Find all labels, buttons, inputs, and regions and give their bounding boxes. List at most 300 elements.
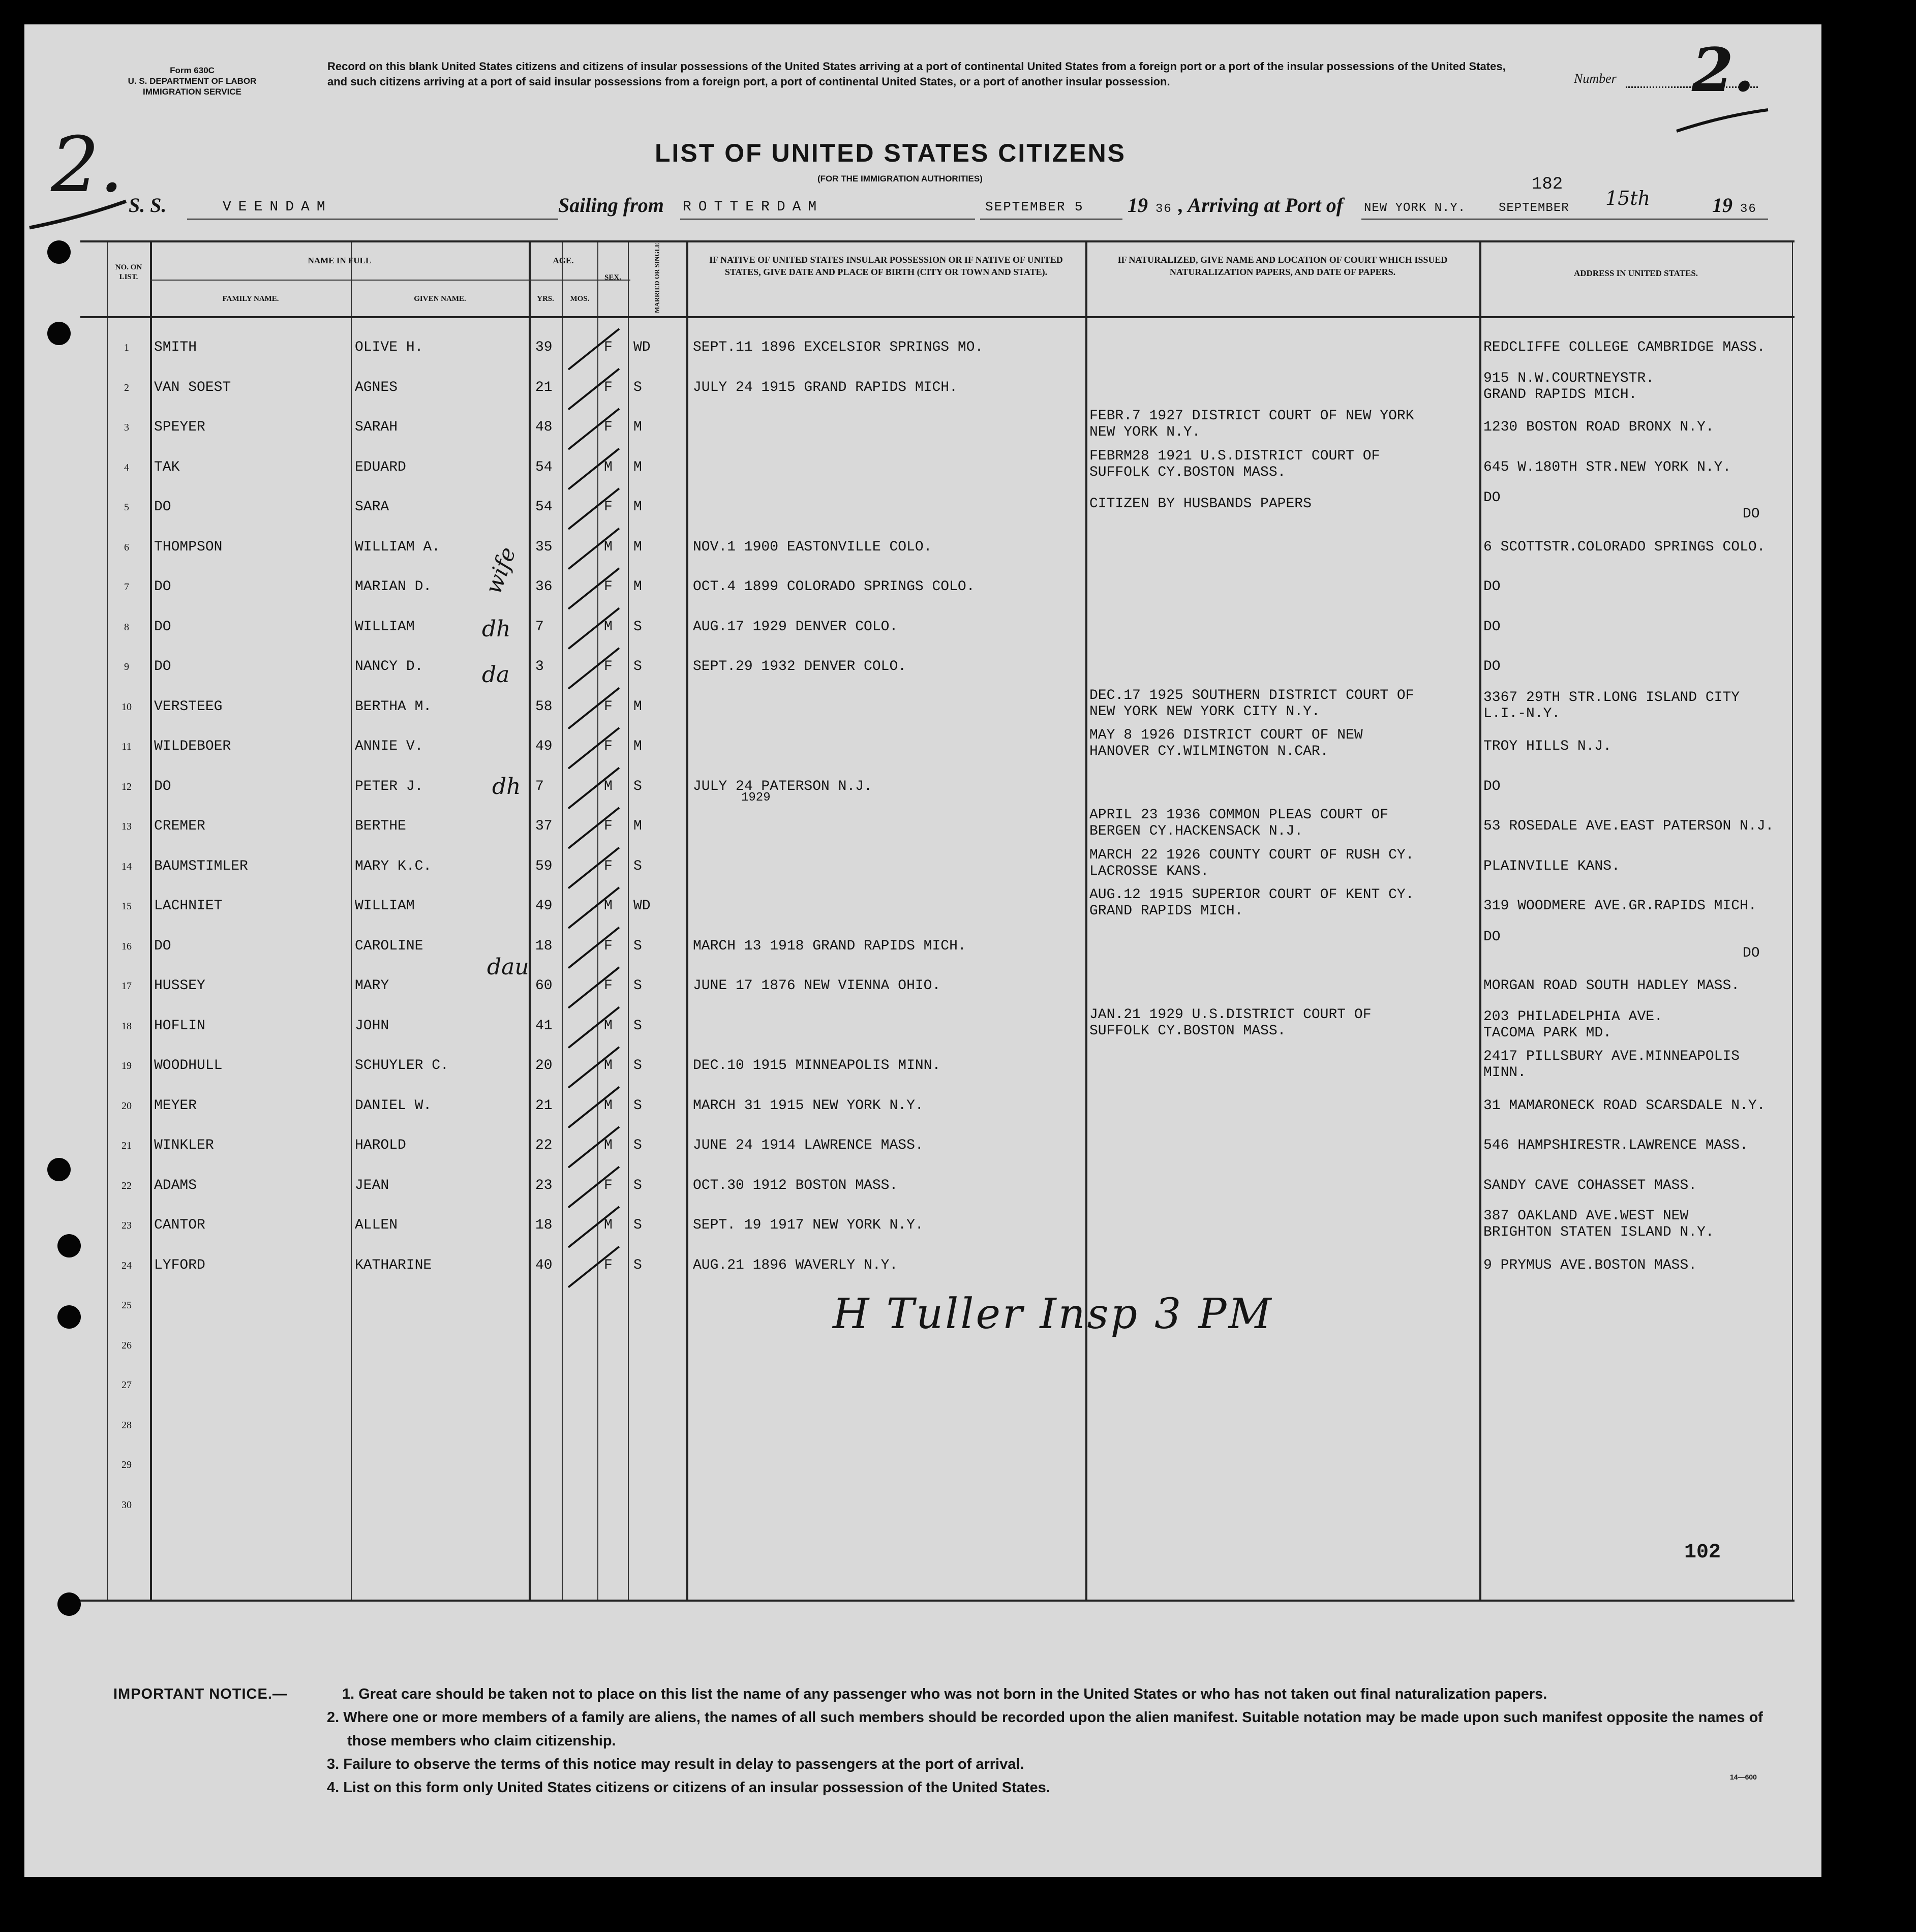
sailing-label: Sailing from	[558, 194, 664, 217]
check-stroke	[568, 1127, 619, 1168]
family-name: WINKLER	[154, 1138, 214, 1153]
marital-status: M	[633, 698, 642, 715]
row-number: 27	[121, 1379, 132, 1391]
sex: M	[604, 778, 613, 794]
sex: M	[604, 1097, 613, 1114]
age-years: 36	[535, 579, 553, 595]
age-years: 41	[535, 1018, 553, 1034]
row-number: 7	[124, 581, 129, 593]
birth-info: AUG.17 1929 DENVER COLO.	[693, 619, 898, 635]
naturalization-line-1: APRIL 23 1936 COMMON PLEAS COURT OF	[1089, 807, 1389, 823]
punch-hole	[57, 1234, 81, 1258]
header-yrs: YRS.	[537, 295, 554, 303]
sex: F	[604, 818, 613, 834]
notice-item-2: 2. Where one or more members of a family are aliens, the names of all such members should be recorded upon the alien manifest. Suitable notation may be made upon such manifest opposite the names of those members who claim citizenship.	[327, 1709, 1763, 1749]
sailing-date-underline	[980, 219, 1122, 220]
row-number: 29	[121, 1459, 132, 1470]
age-years: 37	[535, 818, 553, 834]
given-name: PETER J.	[355, 778, 423, 794]
family-name: BAUMSTIMLER	[154, 858, 248, 874]
address-line-1: 1230 BOSTON ROAD BRONX N.Y.	[1483, 419, 1714, 435]
age-years: 60	[535, 978, 553, 994]
check-stroke	[568, 329, 619, 370]
sex: F	[604, 499, 613, 515]
naturalization-line-1: JAN.21 1929 U.S.DISTRICT COURT OF	[1089, 1006, 1372, 1023]
address-line-1: DO	[1483, 659, 1501, 674]
family-name: VERSTEEG	[154, 698, 223, 715]
marital-status: S	[633, 1138, 642, 1153]
given-name: HAROLD	[355, 1138, 406, 1153]
sex: F	[604, 1257, 613, 1273]
naturalization-line-1: MARCH 22 1926 COUNTY COURT OF RUSH CY.	[1089, 847, 1414, 863]
given-name: EDUARD	[355, 459, 406, 475]
row-number: 4	[124, 462, 129, 473]
naturalization-line-1: DEC.17 1925 SOUTHERN DISTRICT COURT OF	[1089, 687, 1414, 703]
punch-hole	[57, 1305, 81, 1329]
birth-info: NOV.1 1900 EASTONVILLE COLO.	[693, 539, 932, 555]
check-stroke	[568, 568, 619, 609]
marital-status: S	[633, 619, 642, 635]
age-years: 18	[535, 1217, 553, 1233]
address-line-2: BRIGHTON STATEN ISLAND N.Y.	[1483, 1224, 1714, 1240]
sex: M	[604, 619, 613, 635]
punch-hole	[57, 1592, 81, 1616]
sex: F	[604, 1177, 613, 1193]
row-number: 9	[124, 661, 129, 672]
address-line-1: DO	[1483, 929, 1501, 945]
header-birth: IF NATIVE OF UNITED STATES INSULAR POSSESSION OR IF NATIVE OF UNITED STATES, GIVE DATE AND PLACE OF BIRTH (CITY OR TOWN AND STATE).	[709, 255, 1063, 277]
naturalization-line-2: LACROSSE KANS.	[1089, 863, 1209, 879]
handwritten-note-wife: wife	[480, 543, 522, 598]
row-number: 12	[121, 781, 132, 792]
address-line-1: 31 MAMARONECK ROAD SCARSDALE N.Y.	[1483, 1097, 1766, 1114]
naturalization-line-2: SUFFOLK CY.BOSTON MASS.	[1089, 1023, 1286, 1039]
given-name: BERTHE	[355, 818, 406, 834]
page-number: 102	[1684, 1541, 1721, 1564]
check-stroke	[568, 1007, 619, 1048]
age-years: 49	[535, 898, 553, 914]
address-line-2: GRAND RAPIDS MICH.	[1483, 386, 1637, 403]
address-line-1: 915 N.W.COURTNEYSTR.	[1483, 370, 1655, 386]
marital-status: M	[633, 539, 642, 555]
marital-status: S	[633, 659, 642, 674]
number-label: Number	[1574, 71, 1617, 86]
birth-info: OCT.30 1912 BOSTON MASS.	[693, 1177, 898, 1193]
address-line-2: DO	[1743, 506, 1760, 522]
arriving-port: NEW YORK N.Y.	[1364, 201, 1466, 215]
given-name: CAROLINE	[355, 938, 423, 954]
address-line-1: PLAINVILLE KANS.	[1483, 858, 1620, 874]
age-years: 35	[535, 539, 553, 555]
punch-hole	[47, 1158, 71, 1181]
address-line-1: DO	[1483, 579, 1501, 595]
form-code: 14—600	[1730, 1773, 1757, 1781]
given-name: MARY K.C.	[355, 858, 432, 874]
handwritten-note-da: da	[482, 662, 510, 688]
sex: M	[604, 1018, 613, 1034]
family-name: LACHNIET	[154, 898, 223, 914]
check-stroke	[568, 1207, 619, 1247]
address-line-2: DO	[1743, 945, 1760, 961]
age-years: 23	[535, 1177, 553, 1193]
family-name: DO	[154, 499, 171, 515]
age-years: 58	[535, 698, 553, 715]
ss-label: S. S.	[129, 194, 167, 217]
given-name: OLIVE H.	[355, 340, 423, 355]
check-stroke	[568, 1047, 619, 1088]
given-name: JOHN	[355, 1018, 389, 1034]
number-underline-stroke	[1671, 106, 1773, 141]
sex: F	[604, 978, 613, 994]
family-name: SMITH	[154, 340, 197, 355]
family-name: LYFORD	[154, 1257, 205, 1273]
marital-status: WD	[633, 340, 651, 355]
form-identifier	[101, 65, 284, 97]
row-number: 23	[121, 1220, 132, 1231]
row-number: 8	[124, 621, 129, 633]
header-address: ADDRESS IN UNITED STATES.	[1573, 268, 1698, 278]
header-name-in-full: NAME IN FULL	[308, 256, 372, 265]
address-line-1: TROY HILLS N.J.	[1483, 739, 1612, 754]
given-name: SCHUYLER C.	[355, 1058, 449, 1074]
given-name: WILLIAM	[355, 619, 415, 635]
naturalization-line-2: NEW YORK NEW YORK CITY N.Y.	[1089, 703, 1320, 720]
row-number: 17	[121, 980, 132, 992]
given-name: SARA	[355, 499, 389, 515]
sailing-from-underline	[680, 219, 975, 220]
page-subtitle: (FOR THE IMMIGRATION AUTHORITIES)	[817, 174, 983, 183]
family-name: DO	[154, 659, 171, 674]
header-naturalized: IF NATURALIZED, GIVE NAME AND LOCATION OF COURT WHICH ISSUED NATURALIZATION PAPERS, AND DATE OF PAPERS.	[1117, 255, 1448, 277]
marital-status: M	[633, 579, 642, 595]
family-name: HUSSEY	[154, 978, 205, 994]
row-number: 15	[121, 901, 132, 912]
inspector-signature: H Tuller Insp 3 PM	[833, 1290, 1273, 1338]
row-number: 6	[124, 541, 129, 553]
row-number: 1	[124, 342, 129, 353]
age-years: 49	[535, 739, 553, 754]
row-number: 22	[121, 1180, 132, 1191]
naturalization-line-1: FEBR.7 1927 DISTRICT COURT OF NEW YORK	[1089, 408, 1414, 424]
given-name: SARAH	[355, 419, 398, 435]
row-number: 14	[121, 861, 132, 872]
family-name: WOODHULL	[154, 1058, 223, 1074]
marital-status: M	[633, 459, 642, 475]
important-notice	[113, 1682, 1791, 1799]
handwritten-page-number: 2.	[51, 121, 124, 209]
department-name: U. S. DEPARTMENT OF LABOR	[128, 76, 257, 86]
notice-item-1: 1. Great care should be taken not to place on this list the name of any passenger who was not born in the United States or who has not taken out final naturalization papers.	[342, 1686, 1547, 1702]
sex: M	[604, 898, 613, 914]
address-line-1: 6 SCOTTSTR.COLORADO SPRINGS COLO.	[1483, 539, 1766, 555]
ship-name: VEENDAM	[223, 199, 332, 215]
row-number: 21	[121, 1140, 132, 1151]
row-number: 11	[121, 741, 132, 752]
row-number: 18	[121, 1020, 132, 1032]
family-name: DO	[154, 938, 171, 954]
check-stroke	[568, 928, 619, 968]
age-years: 40	[535, 1257, 553, 1273]
handwritten-note-dh: dh	[482, 616, 511, 642]
check-stroke	[568, 369, 619, 410]
sex: M	[604, 1058, 613, 1074]
birth-year-overtype: 1929	[741, 790, 771, 805]
naturalization-line-1: CITIZEN BY HUSBANDS PAPERS	[1089, 496, 1312, 512]
marital-status: S	[633, 1018, 642, 1034]
sex: M	[604, 539, 613, 555]
given-name: MARY	[355, 978, 389, 994]
marital-status: S	[633, 1217, 642, 1233]
given-name: BERTHA M.	[355, 698, 432, 715]
family-name: VAN SOEST	[154, 379, 231, 395]
marital-status: WD	[633, 898, 651, 914]
birth-info: SEPT. 19 1917 NEW YORK N.Y.	[693, 1217, 924, 1233]
sex: F	[604, 379, 613, 395]
naturalization-line-2: NEW YORK N.Y.	[1089, 424, 1201, 440]
birth-info: JUNE 17 1876 NEW VIENNA OHIO.	[693, 978, 941, 994]
header-mos: MOS.	[570, 295, 590, 303]
address-line-1: 546 HAMPSHIRESTR.LAWRENCE MASS.	[1483, 1138, 1748, 1153]
page-title: LIST OF UNITED STATES CITIZENS	[655, 139, 1127, 167]
marital-status: S	[633, 1097, 642, 1114]
marital-status: M	[633, 739, 642, 754]
address-line-1: REDCLIFFE COLLEGE CAMBRIDGE MASS.	[1483, 340, 1766, 355]
age-years: 18	[535, 938, 553, 954]
marital-status: M	[633, 818, 642, 834]
naturalization-line-2: HANOVER CY.WILMINGTON N.CAR.	[1089, 744, 1329, 759]
row-number: 19	[121, 1060, 132, 1071]
naturalization-line-2: SUFFOLK CY.BOSTON MASS.	[1089, 464, 1286, 480]
marital-status: M	[633, 499, 642, 515]
age-years: 21	[535, 1097, 553, 1114]
sex: F	[604, 858, 613, 874]
birth-info: SEPT.29 1932 DENVER COLO.	[693, 659, 907, 674]
check-stroke	[568, 808, 619, 848]
sex: F	[604, 659, 613, 674]
family-name: ADAMS	[154, 1177, 197, 1193]
family-name: THOMPSON	[154, 539, 223, 555]
row-number: 26	[121, 1339, 132, 1351]
row-number: 30	[121, 1499, 132, 1511]
age-years: 59	[535, 858, 553, 874]
check-stroke	[568, 1247, 619, 1287]
birth-info: MARCH 13 1918 GRAND RAPIDS MICH.	[693, 938, 966, 954]
header-given-name: GIVEN NAME.	[414, 295, 466, 303]
row-number: 25	[121, 1300, 132, 1311]
header-sex: SEX.	[604, 273, 621, 282]
sex: M	[604, 1217, 613, 1233]
given-name: DANIEL W.	[355, 1097, 432, 1114]
address-line-1: 387 OAKLAND AVE.WEST NEW	[1483, 1208, 1689, 1224]
check-stroke	[568, 967, 619, 1008]
birth-info: DEC.10 1915 MINNEAPOLIS MINN.	[693, 1058, 941, 1074]
address-line-1: DO	[1483, 490, 1501, 506]
family-name: CANTOR	[154, 1217, 205, 1233]
marital-status: S	[633, 1058, 642, 1074]
row-number: 2	[124, 382, 129, 393]
row-number: 24	[121, 1260, 132, 1271]
check-strokes	[80, 242, 1795, 1600]
marital-status: S	[633, 858, 642, 874]
row-number: 28	[121, 1419, 132, 1431]
arriving-year-prefix: 19	[1712, 194, 1732, 217]
sailing-year-prefix: 19	[1128, 194, 1148, 217]
notice-item-3: 3. Failure to observe the terms of this notice may result in delay to passengers at the port of arrival.	[327, 1756, 1024, 1772]
given-name: ALLEN	[355, 1217, 398, 1233]
birth-info: MARCH 31 1915 NEW YORK N.Y.	[693, 1097, 924, 1114]
family-name: TAK	[154, 459, 180, 475]
given-name: JEAN	[355, 1177, 389, 1193]
check-stroke	[568, 608, 619, 649]
address-line-1: MORGAN ROAD SOUTH HADLEY MASS.	[1483, 978, 1740, 994]
birth-info: AUG.21 1896 WAVERLY N.Y.	[693, 1257, 898, 1273]
notice-heading: IMPORTANT NOTICE.—	[113, 1686, 288, 1702]
punch-hole	[47, 240, 71, 264]
arriving-label: , Arriving at Port of	[1178, 194, 1344, 217]
family-name: WILDEBOER	[154, 739, 231, 754]
handwritten-note-dh-2: dh	[492, 774, 521, 800]
service-name: IMMIGRATION SERVICE	[143, 87, 241, 97]
birth-info: OCT.4 1899 COLORADO SPRINGS COLO.	[693, 579, 975, 595]
address-line-1: 3367 29TH STR.LONG ISLAND CITY	[1483, 689, 1740, 706]
row-number: 20	[121, 1100, 132, 1112]
naturalization-line-1: AUG.12 1915 SUPERIOR COURT OF KENT CY.	[1089, 887, 1414, 903]
header-family-name: FAMILY NAME.	[222, 295, 279, 303]
family-name: MEYER	[154, 1097, 197, 1114]
row-number: 10	[121, 701, 132, 713]
check-stroke	[568, 449, 619, 489]
family-name: HOFLIN	[154, 1018, 205, 1034]
sailing-date: SEPTEMBER 5	[985, 199, 1084, 214]
age-years: 48	[535, 419, 553, 435]
birth-info: JULY 24 1915 GRAND RAPIDS MICH.	[693, 379, 958, 395]
age-years: 7	[535, 619, 544, 635]
sex: F	[604, 739, 613, 754]
family-name: SPEYER	[154, 419, 205, 435]
naturalization-line-1: FEBRM28 1921 U.S.DISTRICT COURT OF	[1089, 448, 1380, 464]
check-stroke	[568, 648, 619, 689]
check-stroke	[568, 1167, 619, 1208]
marital-status: S	[633, 978, 642, 994]
address-line-1: 53 ROSEDALE AVE.EAST PATERSON N.J.	[1483, 818, 1774, 834]
age-years: 39	[535, 340, 553, 355]
ship-underline	[187, 219, 558, 220]
arrival-stamp-number: 182	[1532, 175, 1563, 194]
address-line-1: 9 PRYMUS AVE.BOSTON MASS.	[1483, 1257, 1697, 1273]
birth-info: JUNE 24 1914 LAWRENCE MASS.	[693, 1138, 924, 1153]
given-name: KATHARINE	[355, 1257, 432, 1273]
family-name: DO	[154, 778, 171, 794]
marital-status: S	[633, 778, 642, 794]
address-line-1: DO	[1483, 778, 1501, 794]
arriving-date: SEPTEMBER	[1499, 201, 1569, 215]
list-number: 2.	[1692, 35, 1755, 105]
arriving-year: 36	[1740, 202, 1757, 216]
address-line-1: 645 W.180TH STR.NEW YORK N.Y.	[1483, 459, 1731, 475]
check-stroke	[568, 887, 619, 928]
row-number: 5	[124, 502, 129, 513]
check-stroke	[568, 768, 619, 809]
given-name: WILLIAM A.	[355, 539, 441, 555]
address-line-2: TACOMA PARK MD.	[1483, 1025, 1612, 1041]
row-number: 3	[124, 422, 129, 433]
sex: F	[604, 419, 613, 435]
check-stroke	[568, 1087, 619, 1128]
voyage-line	[90, 187, 1778, 223]
sex: F	[604, 698, 613, 715]
family-name: CREMER	[154, 818, 205, 834]
manifest-sheet	[24, 24, 1821, 1877]
given-name: WILLIAM	[355, 898, 415, 914]
address-line-1: 203 PHILADELPHIA AVE.	[1483, 1008, 1663, 1025]
birth-info: JULY 24 PATERSON N.J.	[693, 778, 872, 794]
check-stroke	[568, 848, 619, 888]
given-name: NANCY D.	[355, 659, 423, 674]
marital-status: S	[633, 379, 642, 395]
arriving-port-underline	[1361, 219, 1768, 220]
given-name: AGNES	[355, 379, 398, 395]
sex: M	[604, 1138, 613, 1153]
passenger-table	[80, 240, 1795, 1602]
handwritten-note-dau: dau	[487, 954, 529, 980]
naturalization-line-2: GRAND RAPIDS MICH.	[1089, 903, 1243, 919]
punch-hole	[47, 322, 71, 345]
naturalization-line-2: BERGEN CY.HACKENSACK N.J.	[1089, 823, 1303, 839]
check-stroke	[568, 688, 619, 729]
form-number: Form 630C	[170, 66, 215, 75]
given-name: MARIAN D.	[355, 579, 432, 595]
address-line-1: 319 WOODMERE AVE.GR.RAPIDS MICH.	[1483, 898, 1757, 914]
marital-status: S	[633, 938, 642, 954]
header-age: AGE.	[553, 256, 574, 265]
age-years: 54	[535, 499, 553, 515]
age-years: 21	[535, 379, 553, 395]
family-name: DO	[154, 579, 171, 595]
age-years: 7	[535, 778, 544, 794]
sex: F	[604, 938, 613, 954]
check-stroke	[568, 409, 619, 449]
address-line-1: 2417 PILLSBURY AVE.MINNEAPOLIS	[1483, 1049, 1740, 1064]
arriving-day: 15th	[1605, 187, 1651, 209]
age-years: 22	[535, 1138, 553, 1153]
notice-item-4: 4. List on this form only United States citizens or citizens of an insular possession of the United States.	[327, 1780, 1050, 1796]
header-married: MARRIED OR SINGLE.	[653, 241, 661, 313]
sailing-from: ROTTERDAM	[683, 199, 824, 215]
marital-status: M	[633, 419, 642, 435]
sex: M	[604, 459, 613, 475]
given-name: ANNIE V.	[355, 739, 423, 754]
marital-status: S	[633, 1257, 642, 1273]
age-years: 3	[535, 659, 544, 674]
sailing-year: 36	[1155, 202, 1172, 216]
address-line-2: L.I.-N.Y.	[1483, 706, 1561, 722]
row-number: 13	[121, 821, 132, 832]
sex: F	[604, 579, 613, 595]
header-no: NO. ON LIST.	[115, 263, 142, 281]
naturalization-line-1: MAY 8 1926 DISTRICT COURT OF NEW	[1089, 727, 1363, 743]
intro-text: Record on this blank United States citizens and citizens of insular possessions of the United States arriving at a port of continental United States from a foreign port or a port of the insular possessions of the United States, and such citizens arriving at a port of said insular possessions from a foreign port, a port of continental United States, or a port of another insular possession.	[327, 60, 1506, 88]
check-stroke	[568, 529, 619, 569]
check-stroke	[568, 488, 619, 529]
address-line-1: SANDY CAVE COHASSET MASS.	[1483, 1177, 1697, 1193]
sex: F	[604, 340, 613, 355]
check-stroke	[568, 728, 619, 769]
birth-info: SEPT.11 1896 EXCELSIOR SPRINGS MO.	[693, 340, 984, 355]
age-years: 20	[535, 1058, 553, 1074]
family-name: DO	[154, 619, 171, 635]
row-number: 16	[121, 940, 132, 952]
marital-status: S	[633, 1177, 642, 1193]
